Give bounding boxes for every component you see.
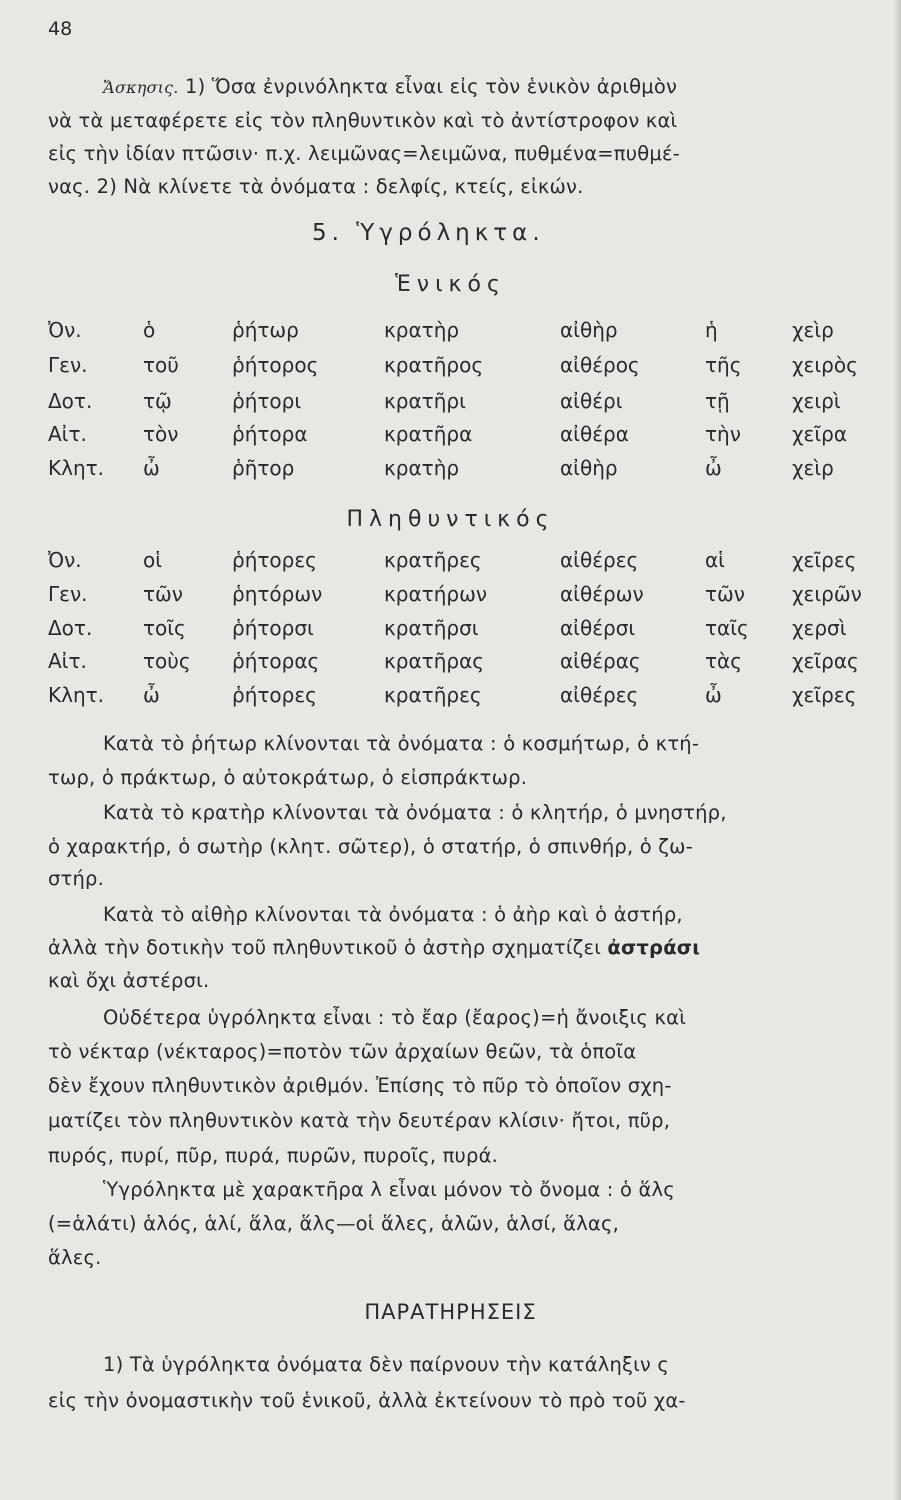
table-cell: αἰθέρα: [560, 422, 629, 446]
table-cell: Γεν.: [48, 353, 88, 377]
table-cell: τῇ: [705, 389, 730, 413]
table-cell: ῥήτορα: [232, 422, 308, 446]
body-line: ἀλλὰ τὴν δοτικὴν τοῦ πληθυντικοῦ ὁ ἀστὴρ σχηματίζει ἀστράσι: [48, 936, 700, 959]
table-cell: τῶν: [705, 582, 745, 606]
table-cell: ὦ: [705, 456, 722, 480]
table-cell: αἰθὴρ: [560, 456, 618, 480]
section-title: 5. Ὑγρόληκτα.: [312, 220, 545, 246]
table-cell: τῆς: [705, 353, 742, 377]
table-cell: οἱ: [143, 548, 163, 572]
table-cell: αἱ: [705, 548, 725, 572]
table-cell: χεῖρες: [792, 683, 857, 707]
table-cell: ὁ: [143, 318, 156, 342]
table-cell: χεῖρες: [792, 548, 857, 572]
page-number: 48: [48, 18, 73, 40]
table-cell: χεὶρ: [792, 456, 834, 480]
table-cell: ῥήτορι: [232, 389, 302, 413]
remarks-line: εἰς τὴν ὀνομαστικὴν τοῦ ἑνικοῦ, ἀλλὰ ἐκτείνουν τὸ πρὸ τοῦ χα-: [48, 1389, 686, 1412]
exercise-line-3: εἰς τὴν ἰδίαν πτῶσιν· π.χ. λειμῶνας=λειμῶνα, πυθμένα=πυθμέ-: [48, 142, 680, 165]
table-cell: κρατῆρα: [384, 422, 473, 446]
table-cell: Ὀν.: [48, 548, 82, 572]
table-cell: ῥήτορος: [232, 353, 319, 377]
body-line: στήρ.: [48, 867, 105, 890]
body-line: τὸ νέκταρ (νέκταρος)=ποτὸν τῶν ἀρχαίων θεῶν, τὰ ὁποῖα: [48, 1040, 637, 1063]
exercise-line-1: Ἄσκησις. 1) Ὅσα ἐνρινόληκτα εἶναι εἰς τὸν ἑνικὸν ἀριθμὸν: [103, 75, 678, 98]
table-cell: ῥήτορας: [232, 649, 320, 673]
table-cell: Ὀν.: [48, 318, 82, 342]
table-cell: χειρὸς: [792, 353, 858, 377]
body-line: Κατὰ τὸ ῥήτωρ κλίνονται τὰ ὀνόματα : ὁ κοσμήτωρ, ὁ κτή-: [103, 732, 700, 755]
page-edge: [893, 0, 901, 1500]
body-line: δὲν ἔχουν πληθυντικὸν ἀριθμόν. Ἐπίσης τὸ πῦρ τὸ ὁποῖον σχη-: [48, 1074, 672, 1097]
table-cell: αἰθέρας: [560, 649, 641, 673]
table-cell: ὦ: [143, 456, 160, 480]
table-cell: ῥητόρων: [232, 582, 323, 606]
table-cell: κρατῆρες: [384, 548, 482, 572]
table-cell: τὸν: [143, 422, 179, 446]
table-cell: Δοτ.: [48, 389, 93, 413]
body-line: Κατὰ τὸ αἰθὴρ κλίνονται τὰ ὀνόματα : ὁ ἀὴρ καὶ ὁ ἀστήρ,: [103, 903, 683, 926]
exercise-line-2: νὰ τὰ μεταφέρετε εἰς τὸν πληθυντικὸν καὶ τὸ ἀντίστροφον καὶ: [48, 109, 678, 132]
table-cell: χεὶρ: [792, 318, 834, 342]
remarks-title: ΠΑΡΑΤΗΡΗΣΕΙΣ: [364, 1300, 537, 1324]
table-cell: ῥήτορσι: [232, 616, 314, 640]
table-cell: αἰθέρι: [560, 389, 623, 413]
table-row: [0, 548, 901, 578]
body-line: τωρ, ὁ πράκτωρ, ὁ αὐτοκράτωρ, ὁ εἰσπράκτωρ.: [48, 766, 528, 789]
body-line: ἅλες.: [48, 1246, 102, 1269]
table-cell: ῥῆτορ: [232, 456, 295, 480]
table-cell: χειρῶν: [792, 582, 862, 606]
table-cell: χεῖρας: [792, 649, 859, 673]
table-cell: ῥήτορες: [232, 548, 317, 572]
table-cell: κρατὴρ: [384, 318, 460, 342]
table-cell: αἰθέρος: [560, 353, 640, 377]
body-line: Ὑγρόληκτα μὲ χαρακτῆρα λ εἶναι μόνον τὸ ὄνομα : ὁ ἅλς: [103, 1178, 675, 1201]
table-cell: τοὺς: [143, 649, 191, 673]
table-cell: αἰθὴρ: [560, 318, 618, 342]
body-line: (=ἁλάτι) ἁλός, ἁλί, ἅλα, ἅλς—οἱ ἅλες, ἁλῶν, ἁλσί, ἅλας,: [48, 1212, 620, 1235]
table-cell: χειρὶ: [792, 389, 841, 413]
table-cell: Δοτ.: [48, 616, 93, 640]
table-cell: Αἰτ.: [48, 649, 87, 673]
table-cell: αἰθέρες: [560, 683, 639, 707]
table-row: [0, 456, 901, 486]
table-cell: χεῖρα: [792, 422, 848, 446]
body-line: πυρός, πυρί, πῦρ, πυρά, πυρῶν, πυροῖς, πυρά.: [48, 1144, 499, 1167]
table-cell: τοῦ: [143, 353, 179, 377]
body-line: ὁ χαρακτήρ, ὁ σωτὴρ (κλητ. σῶτερ), ὁ στατήρ, ὁ σπινθήρ, ὁ ζω-: [48, 835, 693, 858]
table-cell: Κλητ.: [48, 456, 105, 480]
table-cell: ταῖς: [705, 616, 749, 640]
table-row: [0, 318, 901, 348]
body-line: ματίζει τὸν πληθυντικὸν κατὰ τὴν δευτέραν κλίσιν· ἤτοι, πῦρ,: [48, 1109, 671, 1132]
exercise-line-4: νας. 2) Νὰ κλίνετε τὰ ὀνόματα : δελφίς, κτείς, εἰκών.: [48, 175, 584, 198]
table-row: [0, 353, 901, 383]
table-cell: κρατὴρ: [384, 456, 460, 480]
table-cell: αἰθέρσι: [560, 616, 636, 640]
bold-word: ἀστράσι: [607, 936, 700, 959]
plural-title: Πληθυντικός: [346, 507, 555, 532]
table-cell: Γεν.: [48, 582, 88, 606]
table-cell: ῥήτορες: [232, 683, 317, 707]
table-row: [0, 422, 901, 452]
table-cell: αἰθέρων: [560, 582, 644, 606]
table-cell: κρατῆρας: [384, 649, 484, 673]
table-cell: κρατῆρες: [384, 683, 482, 707]
table-cell: χερσὶ: [792, 616, 847, 640]
table-cell: αἰθέρες: [560, 548, 639, 572]
table-cell: ἡ: [705, 318, 718, 342]
singular-title: Ἑνικός: [395, 272, 506, 297]
exercise-label: Ἄσκησις.: [103, 78, 179, 97]
table-cell: ὦ: [705, 683, 722, 707]
table-cell: ὦ: [143, 683, 160, 707]
table-cell: τὰς: [705, 649, 742, 673]
table-cell: κρατῆρι: [384, 389, 466, 413]
table-row: [0, 582, 901, 612]
table-cell: κρατήρων: [384, 582, 487, 606]
table-cell: Αἰτ.: [48, 422, 87, 446]
table-row: [0, 649, 901, 679]
table-row: [0, 683, 901, 713]
body-line: Οὐδέτερα ὑγρόληκτα εἶναι : τὸ ἔαρ (ἔαρος)=ἡ ἄνοιξις καὶ: [103, 1006, 687, 1029]
table-cell: κρατῆρος: [384, 353, 484, 377]
table-row: [0, 616, 901, 646]
body-line: Κατὰ τὸ κρατὴρ κλίνονται τὰ ὀνόματα : ὁ κλητήρ, ὁ μνηστήρ,: [103, 801, 727, 824]
body-line: καὶ ὄχι ἀστέρσι.: [48, 969, 210, 992]
table-cell: τῶν: [143, 582, 183, 606]
remarks-line: 1) Τὰ ὑγρόληκτα ὀνόματα δὲν παίρνουν τὴν κατάληξιν ς: [103, 1353, 670, 1376]
table-cell: τὴν: [705, 422, 741, 446]
table-cell: τῷ: [143, 389, 172, 413]
table-cell: Κλητ.: [48, 683, 105, 707]
table-cell: ῥήτωρ: [232, 318, 299, 342]
table-cell: τοῖς: [143, 616, 186, 640]
table-row: [0, 389, 901, 419]
table-cell: κρατῆρσι: [384, 616, 479, 640]
